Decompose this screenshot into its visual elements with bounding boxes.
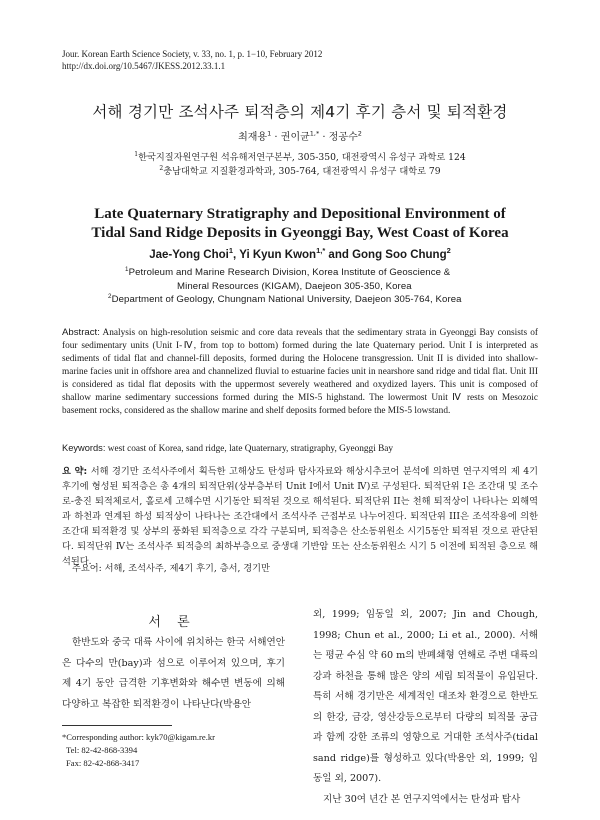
author-name: Jae-Yong Choi	[149, 249, 229, 261]
footnote-fax: Fax: 82-42-868-3417	[66, 758, 140, 768]
footnote-email: *Corresponding author: kyk70@kigam.re.kr	[62, 732, 216, 742]
affil-text: Department of Geology, Chungnam National University, Daejeon 305-764, Korea	[111, 294, 462, 305]
abstract-label: Abstract:	[62, 327, 100, 338]
body-column-right	[313, 605, 538, 810]
author-affil-mark: 1	[228, 246, 234, 256]
korean-keywords-label: 주요어:	[72, 563, 102, 574]
korean-affiliation-2	[0, 163, 600, 177]
abstract-text: Analysis on high-resolution seismic and core data reveals that the sedimentary strata in Gyeonggi Bay consists of four sedimentary units (Unit I-Ⅳ, from top to bottom) formed during the late Quaternary period. Unit I is interpreted as sediments of tidal flat and channel-fill deposits, formed during the Holocene transgression. Unit II is divided into shallow-marine facies unit in offshore area and channelized fluvial to estuarine facies unit in nearshore sand ridge and tidal flat. Unit III is considered as tidal flat deposits with the uppermost severely weathered and oxydized layers. This unit is composed of shallow marine sedimentary successions formed during the MIS-5 highstand. The lowermost Unit Ⅳ rests on Mesozoic basement rocks, considered as the shallow marine and shelf deposits formed before the MIS-5 lowstand.	[62, 328, 538, 416]
body-paragraph: 지난 30여 년간 본 연구지역에서는 탄성파 탐사	[323, 793, 521, 805]
affil-mark: 1	[134, 150, 139, 158]
author-separator: and	[325, 249, 353, 261]
english-title	[0, 205, 600, 243]
author-name: 권이균	[280, 132, 310, 143]
author-separator: ,	[233, 249, 240, 261]
english-title-line: Late Quaternary Stratigraphy and Depositional Environment of	[94, 206, 506, 222]
english-title-line: Tidal Sand Ridge Deposits in Gyeonggi Bay, West Coast of Korea	[91, 225, 509, 241]
body-column-left	[62, 633, 285, 715]
author-affil-mark: 2	[357, 129, 362, 138]
korean-title: 서해 경기만 조석사주 퇴적층의 제4기 후기 층서 및 퇴적환경	[92, 103, 508, 121]
author-separator: ·	[319, 132, 329, 143]
english-affiliation-2	[108, 293, 462, 307]
author-affil-mark: 1,*	[309, 129, 320, 138]
body-paragraph: 한반도와 중국 대륙 사이에 위치하는 한국 서해연안은 다수의 만(bay)과 섬으로 이루어져 있으며, 후기 제 4기 동안 급격한 기후변화와 해수면 변동에 의해 다양하고 복잡한 퇴적환경이 나타난다(박용안	[62, 637, 285, 710]
corresponding-author-footnote	[62, 731, 215, 770]
journal-citation	[62, 48, 322, 72]
affil-mark: 2	[159, 164, 164, 172]
korean-abstract-label: 요 약:	[62, 466, 88, 477]
english-affiliation-1	[125, 266, 450, 280]
korean-abstract	[62, 464, 538, 569]
korean-affiliation-1	[0, 149, 600, 163]
english-affiliation-1-cont: Mineral Resources (KIGAM), Daejeon 305-350, Korea	[177, 281, 412, 292]
doi-link[interactable]: http://dx.doi.org/10.5467/JKESS.2012.33.1.1	[62, 61, 226, 71]
korean-keywords-text: 서해, 조석사주, 제4기 후기, 층서, 경기만	[101, 563, 270, 574]
section-heading-introduction: 서 론	[148, 615, 196, 630]
english-authors	[0, 246, 600, 261]
affil-text: Petroleum and Marine Research Division, Korea Institute of Geoscience &	[128, 267, 451, 278]
keywords-label: Keywords:	[62, 443, 106, 453]
footnote-divider	[62, 725, 172, 726]
author-name: 정공수	[328, 132, 358, 143]
keywords-text: west coast of Korea, sand ridge, late Quaternary, stratigraphy, Gyeonggi Bay	[105, 444, 394, 454]
author-affil-mark: 1,*	[316, 246, 326, 256]
korean-keywords	[72, 560, 270, 574]
journal-line: Jour. Korean Earth Science Society, v. 33, no. 1, p. 1−10, February 2012	[62, 49, 323, 59]
author-name: Yi Kyun Kwon	[239, 249, 317, 261]
english-abstract	[62, 326, 538, 418]
affil-mark: 2	[108, 292, 112, 300]
author-affil-mark: 2	[446, 246, 451, 256]
korean-authors	[0, 128, 600, 143]
affil-text: 한국지질자원연구원 석유해저연구본부, 305-350, 대전광역시 유성구 과학로 124	[138, 152, 466, 163]
author-name: Gong Soo Chung	[352, 249, 447, 261]
footnote-tel: Tel: 82-42-868-3394	[66, 745, 138, 755]
english-keywords	[62, 443, 538, 454]
affil-text: 충남대학교 지질환경과학과, 305-764, 대전광역시 유성구 대학로 79	[163, 166, 441, 177]
author-name: 최재용	[238, 132, 268, 143]
author-affil-mark: 1	[267, 129, 272, 138]
author-separator: ·	[271, 132, 281, 143]
korean-abstract-text: 서해 경기만 조석사주에서 획득한 고해상도 탄성파 탐사자료와 해상시추코어 분석에 의하면 연구지역의 제 4기 후기에 형성된 퇴적층은 총 4개의 퇴적단위(상부층부터 Unit I에서 Unit Ⅳ)로 구성된다. 퇴적단위 I은 조간대 및 조수로-충진 퇴적체로서, 홀로세 고해수면 시기동안 퇴적된 것으로 해석된다. 퇴적단위 II는 천해 퇴적상이 나타나는 외해역과 하천과 연계된 하성 퇴적상이 나타나는 조간대에서 조석사주 근접부로 나누어진다. 퇴적단위 III은 조석작용에 의한 조간대 퇴적환경 및 상부의 풍화된 퇴적층으로 각각 구분되며, 퇴적층은 산소동위원소 시기5동안 퇴적된 것으로 판단된다. 퇴적단위 Ⅳ는 조석사주 퇴적층의 최하부층으로 중생대 기반암 또는 산소동위원소 시기 5 이전에 퇴적된 층으로 해석된다.	[62, 466, 538, 567]
body-paragraph: 외, 1999; 임동일 외, 2007; Jin and Chough, 1998; Chun et al., 2000; Li et al., 2000). 서해는 평균 수심 약 60 m의 반폐쇄형 연해로 주변 대륙의 강과 하천을 통해 많은 양의 세립 퇴적물이 유입된다. 특히 서해 경기만은 세계적인 대조차 환경으로 한반도의 한강, 금강, 영산강등으로부터 다량의 퇴적물 공급과 함께 강한 조류의 영향으로 거대한 조석사주(tidal sand ridge)를 형성하고 있다(박용안 외, 1999; 임동일 외, 2007).	[313, 609, 538, 784]
affil-mark: 1	[125, 265, 129, 273]
